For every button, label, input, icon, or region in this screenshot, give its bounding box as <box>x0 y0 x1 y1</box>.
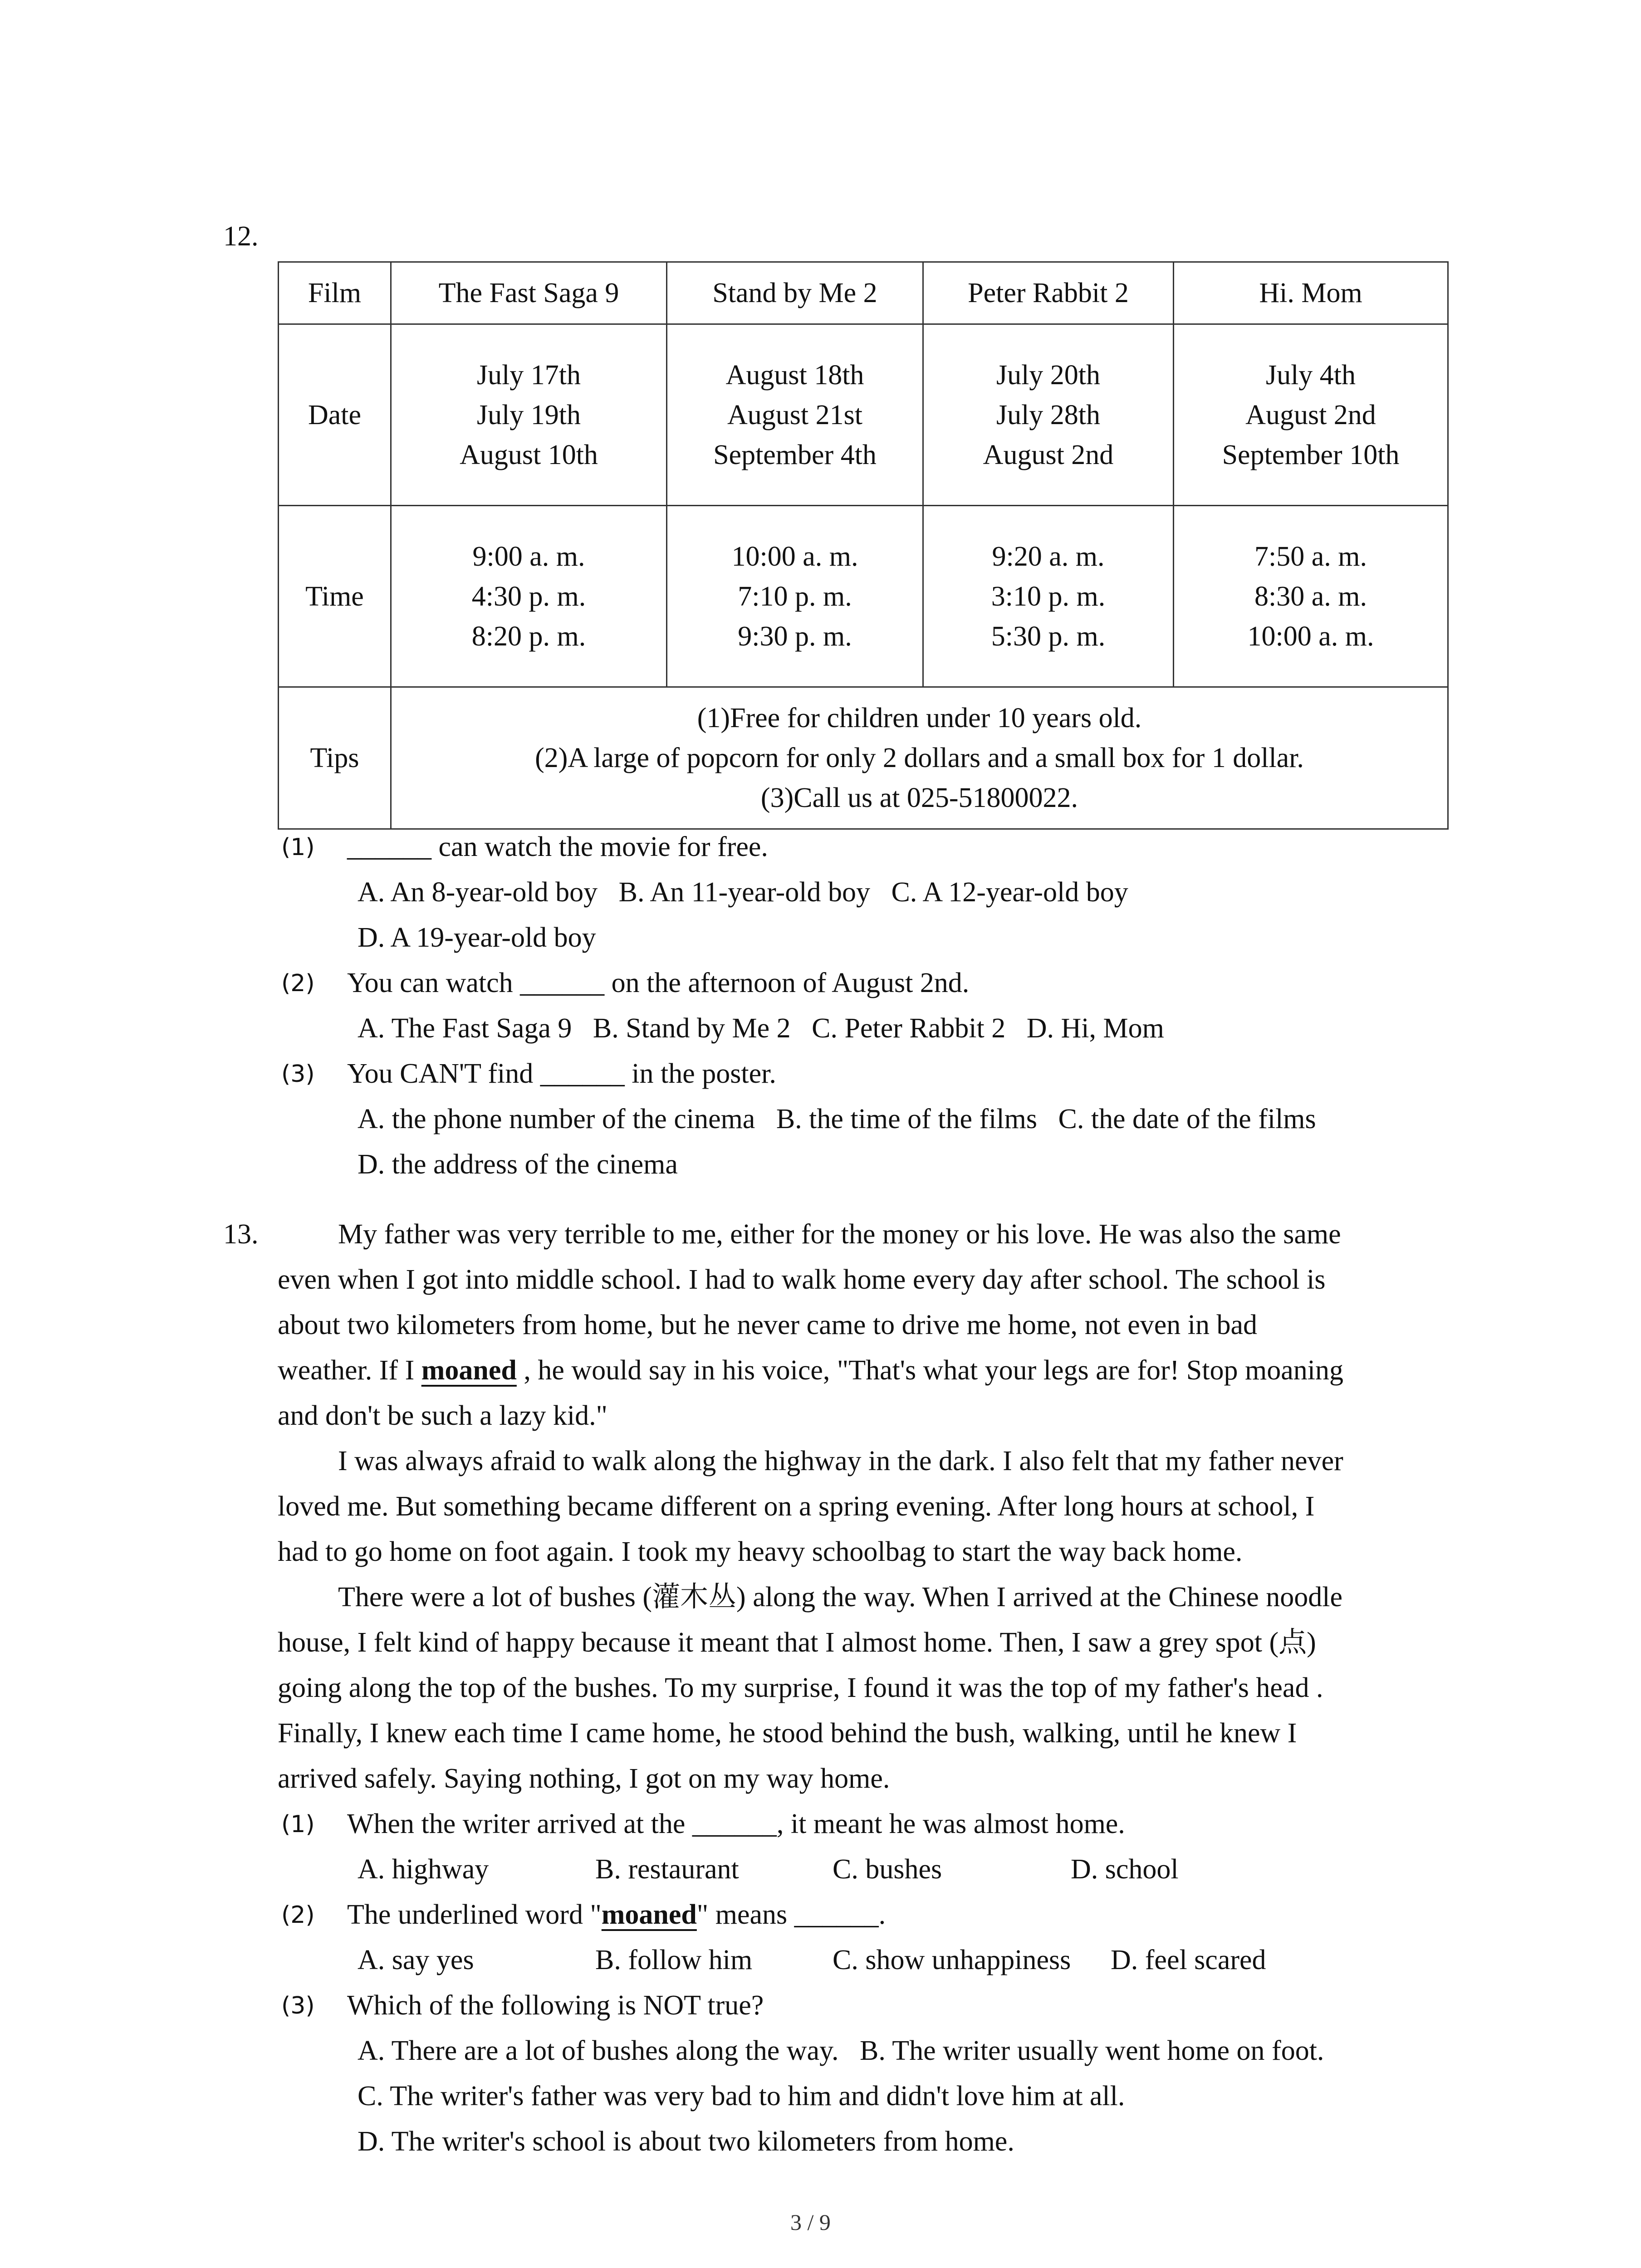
passage-text: weather. If I <box>278 1355 421 1386</box>
cell-line: August 18th <box>725 359 864 391</box>
page-number: 3 / 9 <box>790 2209 831 2235</box>
tip-line: (1)Free for children under 10 years old. <box>697 703 1142 733</box>
cell-line: 8:20 p. m. <box>471 621 586 652</box>
cell-line: July 20th <box>996 359 1101 391</box>
cell-line: 10:00 a. m. <box>731 541 858 572</box>
passage-line: I was always afraid to walk along the highway in the dark. I also felt that my father never <box>338 1446 1343 1476</box>
cell-line: 7:10 p. m. <box>738 581 852 612</box>
table-row-time <box>279 506 1448 687</box>
options-line: C. The writer's father was very bad to him and didn't love him at all. <box>358 2081 1125 2112</box>
passage-line: house, I felt kind of happy because it meant that I almost home. Then, I saw a grey spot (点) <box>278 1627 1316 1658</box>
passage-text: , he would say in his voice, "That's what your legs are for! Stop moaning <box>516 1355 1343 1386</box>
cell-line: 9:30 p. m. <box>738 621 852 652</box>
passage-line: loved me. But something became different on a spring evening. After long hours at school, I <box>278 1491 1315 1522</box>
cell-line: 3:10 p. m. <box>991 581 1106 612</box>
passage-line: going along the top of the bushes. To my surprise, I found it was the top of my father's head . <box>278 1672 1323 1703</box>
options-line: D. the address of the cinema <box>358 1149 678 1180</box>
subquestion-number: (3) <box>281 1992 315 2019</box>
underlined-word-moaned: moaned <box>601 1899 697 1930</box>
cell-line: July 4th <box>1265 359 1356 391</box>
option: D. school <box>1071 1854 1179 1885</box>
subquestion-stem <box>347 1901 886 1929</box>
options-line: A. The Fast Saga 9 B. Stand by Me 2 C. Peter Rabbit 2 D. Hi, Mom <box>358 1013 1164 1044</box>
passage-line: even when I got into middle school. I had to walk home every day after school. The school is <box>278 1264 1326 1295</box>
time-cell <box>1174 506 1448 687</box>
options-line: A. There are a lot of bushes along the way. B. The writer usually went home on foot. <box>358 2035 1324 2066</box>
options-line: A. the phone number of the cinema B. the time of the films C. the date of the films <box>358 1104 1316 1134</box>
option: B. restaurant <box>595 1854 739 1885</box>
stem-text: The underlined word " <box>347 1899 602 1930</box>
table-row-date <box>279 324 1448 506</box>
cell-line: 4:30 p. m. <box>471 581 586 612</box>
option: A. highway <box>358 1854 489 1885</box>
subquestion-stem: ______ can watch the movie for free. <box>347 831 768 862</box>
time-cell <box>391 506 667 687</box>
cell-line: 9:20 a. m. <box>992 541 1105 572</box>
passage-line: Finally, I knew each time I came home, he stood behind the bush, walking, until he knew I <box>278 1718 1297 1749</box>
cell-line: September 4th <box>713 439 877 470</box>
film-schedule-table <box>278 261 1449 830</box>
header-film: Film <box>279 262 391 324</box>
passage-line: and don't be such a lazy kid." <box>278 1400 607 1431</box>
date-cell <box>391 324 667 506</box>
subquestion-number: (1) <box>281 1811 315 1838</box>
passage-line: about two kilometers from home, but he never came to drive me home, not even in bad <box>278 1310 1258 1340</box>
subquestion-stem: When the writer arrived at the ______, it meant he was almost home. <box>347 1809 1125 1839</box>
subquestion-number: (3) <box>281 1061 315 1088</box>
subquestion-stem: You CAN'T find ______ in the poster. <box>347 1058 776 1089</box>
option: A. say yes <box>358 1945 474 1975</box>
subquestion-stem: Which of the following is NOT true? <box>347 1990 764 2021</box>
header-hi-mom: Hi. Mom <box>1174 262 1448 324</box>
cell-line: 5:30 p. m. <box>991 621 1106 652</box>
tips-cell <box>391 687 1448 829</box>
row-label-date: Date <box>279 324 391 506</box>
option: C. show unhappiness <box>833 1945 1071 1975</box>
table-header-row <box>279 262 1448 324</box>
cell-line: July 19th <box>476 399 581 430</box>
header-peter-rabbit-2: Peter Rabbit 2 <box>923 262 1174 324</box>
passage-line: My father was very terrible to me, either for the money or his love. He was also the same <box>338 1219 1341 1250</box>
cell-line: August 21st <box>727 399 862 430</box>
subquestion-number: (2) <box>281 970 315 997</box>
cell-line: 7:50 a. m. <box>1254 541 1367 572</box>
question-number-12: 12. <box>223 221 259 252</box>
options-line: D. A 19-year-old boy <box>358 922 596 953</box>
date-cell <box>667 324 923 506</box>
cell-line: July 17th <box>476 359 581 391</box>
cell-line: July 28th <box>996 399 1101 430</box>
cell-line: August 10th <box>460 439 598 470</box>
option: C. bushes <box>833 1854 942 1885</box>
subquestion-number: (2) <box>281 1901 315 1929</box>
row-label-tips: Tips <box>279 687 391 829</box>
date-cell <box>1174 324 1448 506</box>
row-label-time: Time <box>279 506 391 687</box>
tip-line: (3)Call us at 025-51800022. <box>760 782 1078 813</box>
passage-line: There were a lot of bushes (灌木丛) along the way. When I arrived at the Chinese noodle <box>338 1582 1343 1613</box>
cell-line: 9:00 a. m. <box>472 541 585 572</box>
underlined-word-moaned: moaned <box>421 1355 517 1386</box>
tip-line: (2)A large of popcorn for only 2 dollars and a small box for 1 dollar. <box>535 743 1304 773</box>
time-cell <box>667 506 923 687</box>
subquestion-number: (1) <box>281 834 315 861</box>
table-row-tips <box>279 687 1448 829</box>
cell-line: 8:30 a. m. <box>1254 581 1367 612</box>
cell-line: August 2nd <box>983 439 1114 470</box>
header-the-fast-saga-9: The Fast Saga 9 <box>391 262 667 324</box>
passage-line: had to go home on foot again. I took my heavy schoolbag to start the way back home. <box>278 1536 1243 1567</box>
question-number-13: 13. <box>223 1219 259 1250</box>
cell-line: September 10th <box>1222 439 1400 470</box>
passage-line <box>278 1356 1343 1384</box>
date-cell <box>923 324 1174 506</box>
subquestion-stem: You can watch ______ on the afternoon of August 2nd. <box>347 968 970 998</box>
option: D. feel scared <box>1111 1945 1266 1975</box>
time-cell <box>923 506 1174 687</box>
options-line: D. The writer's school is about two kilometers from home. <box>358 2126 1014 2157</box>
passage-line: arrived safely. Saying nothing, I got on my way home. <box>278 1763 890 1794</box>
cell-line: August 2nd <box>1245 399 1376 430</box>
cell-line: 10:00 a. m. <box>1247 621 1374 652</box>
header-stand-by-me-2: Stand by Me 2 <box>667 262 923 324</box>
options-line: A. An 8-year-old boy B. An 11-year-old boy C. A 12-year-old boy <box>358 877 1128 908</box>
stem-text: " means ______. <box>696 1899 886 1930</box>
option: B. follow him <box>595 1945 753 1975</box>
